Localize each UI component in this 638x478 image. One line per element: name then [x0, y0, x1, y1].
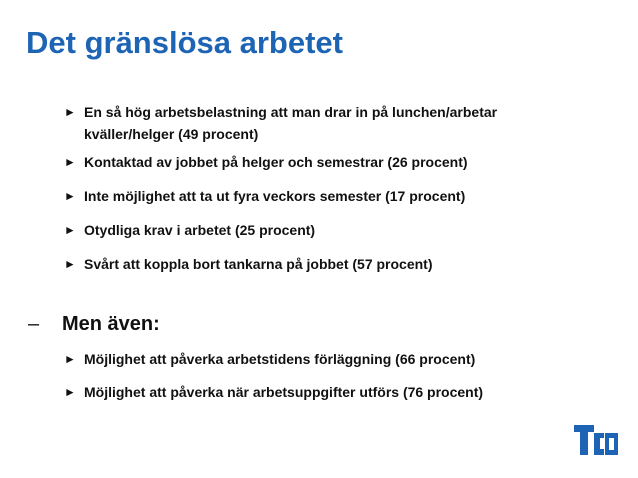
- list-item: [64, 185, 584, 207]
- subheading-dash: –: [28, 313, 40, 335]
- list-item: [64, 219, 584, 241]
- subheading: [28, 313, 160, 336]
- subheading-text: Men även:: [62, 313, 160, 335]
- bullet-text: Svårt att koppla bort tankarna på jobbet (57 procent): [84, 256, 433, 272]
- bullet-arrow-icon: ►: [64, 223, 76, 237]
- bullet-arrow-icon: ►: [64, 257, 76, 271]
- list-item: [64, 151, 584, 173]
- bullet-arrow-icon: ►: [64, 352, 76, 366]
- bullet-list-primary: [64, 101, 584, 287]
- bullet-text: En så hög arbetsbelastning att man drar in på lunchen/arbetar kväller/helger (49 procent): [84, 104, 498, 142]
- list-item: [64, 348, 584, 370]
- slide-title: Det gränslösa arbetet: [26, 25, 343, 60]
- bullet-text: Otydliga krav i arbetet (25 procent): [84, 222, 316, 238]
- bullet-arrow-icon: ►: [64, 189, 76, 203]
- bullet-list-secondary: [64, 348, 584, 414]
- bullet-text: Inte möjlighet att ta ut fyra veckors semester (17 procent): [84, 188, 466, 204]
- bullet-arrow-icon: ►: [64, 105, 76, 119]
- list-item: [64, 381, 584, 403]
- bullet-text: Möjlighet att påverka arbetstidens förläggning (66 procent): [84, 351, 476, 367]
- tco-logo-icon: [574, 425, 618, 455]
- bullet-arrow-icon: ►: [64, 385, 76, 399]
- bullet-arrow-icon: ►: [64, 155, 76, 169]
- list-item: [64, 101, 584, 145]
- bullet-text: Möjlighet att påverka när arbetsuppgifter utförs (76 procent): [84, 384, 484, 400]
- bullet-text: Kontaktad av jobbet på helger och semestrar (26 procent): [84, 154, 468, 170]
- list-item: [64, 253, 584, 275]
